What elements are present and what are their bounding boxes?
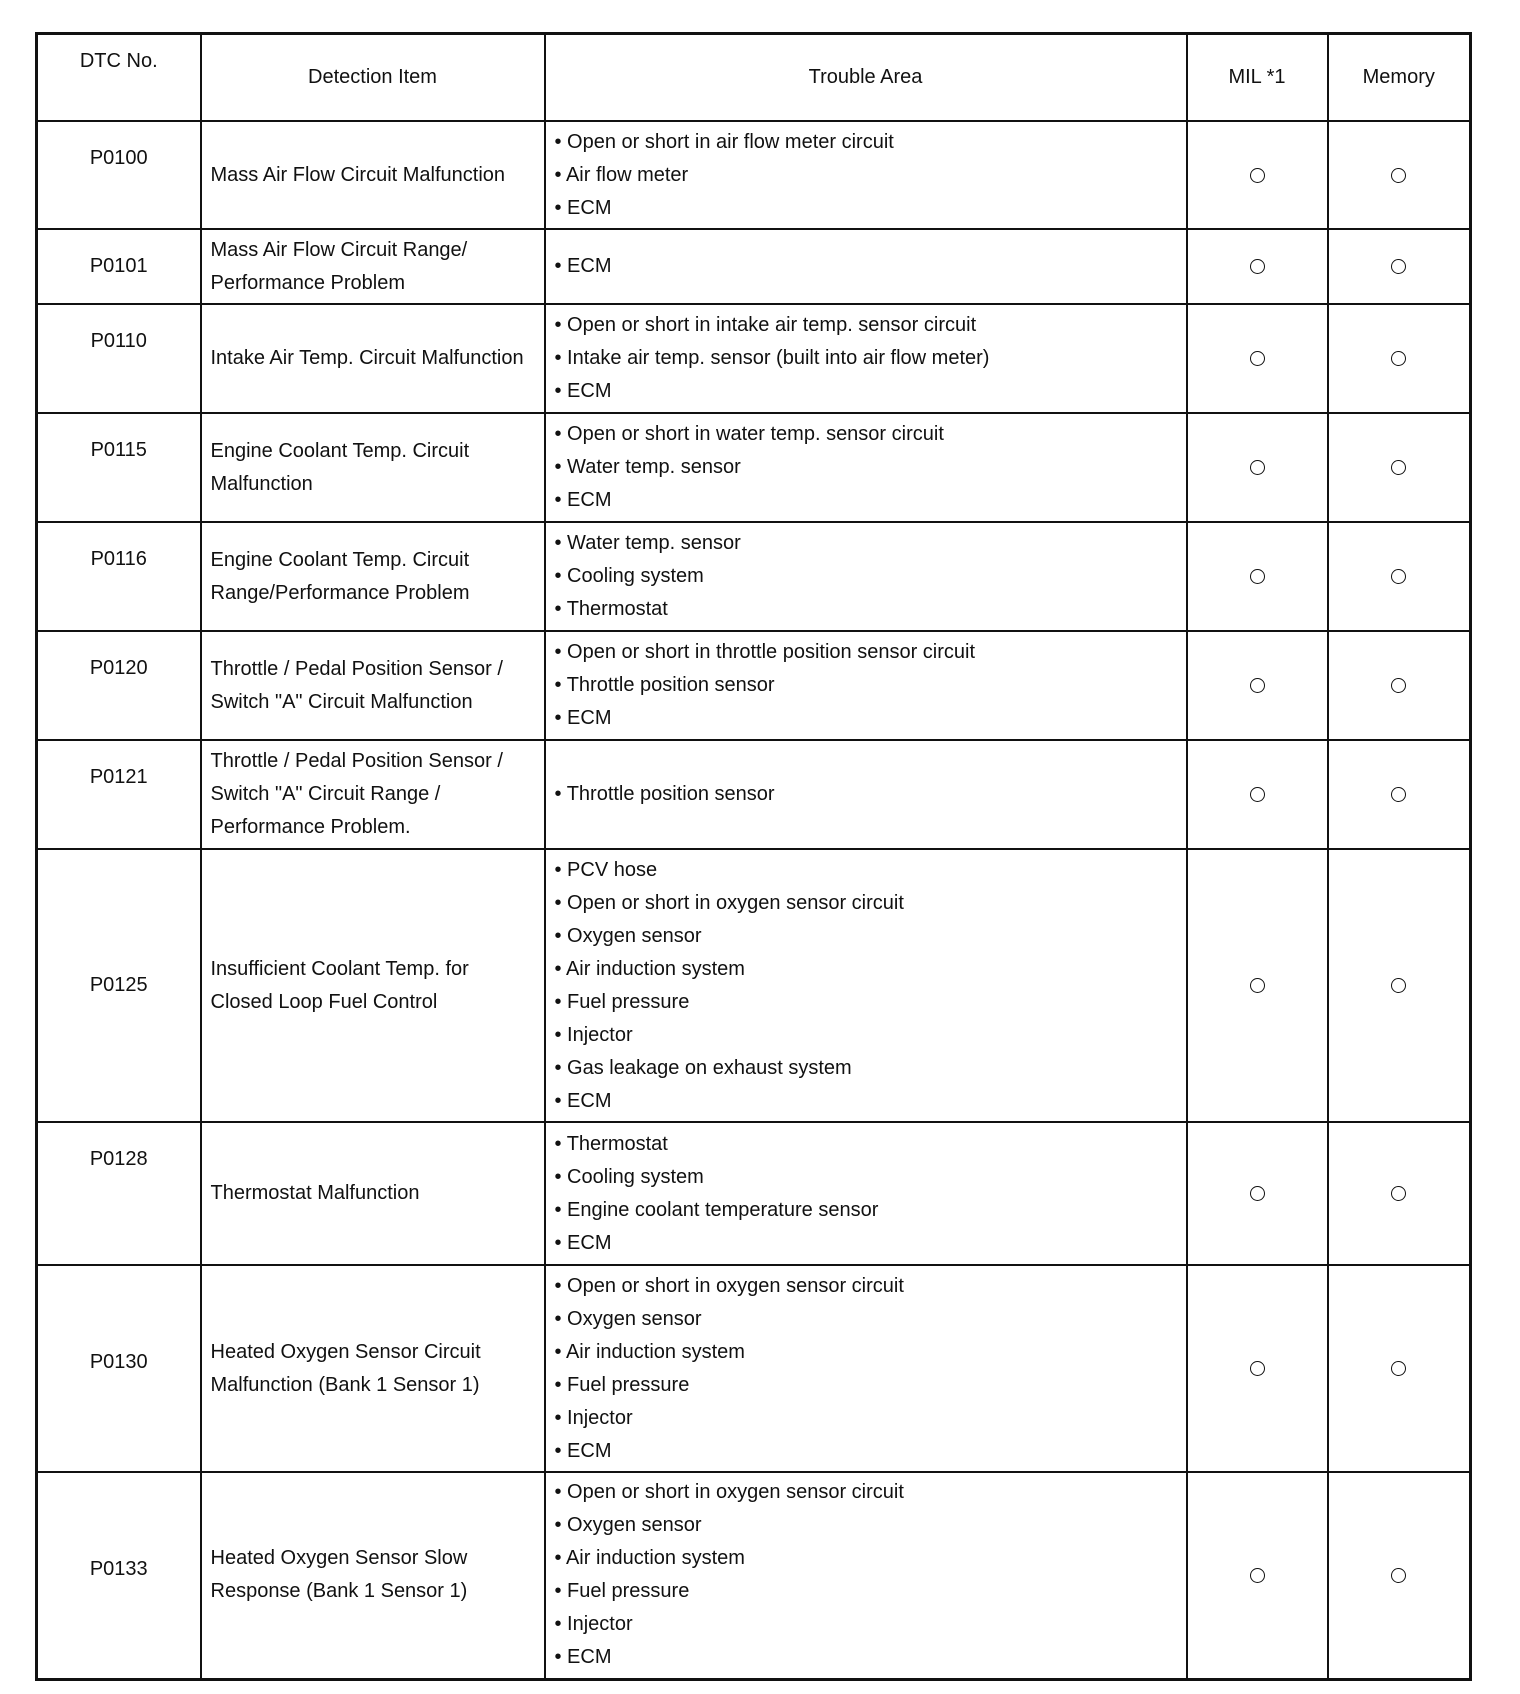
dtc-code: P0121 <box>37 740 201 849</box>
table-row <box>37 740 1471 849</box>
mil-mark-text <box>1265 1177 1266 1178</box>
dtc-code: P0101 <box>37 229 201 304</box>
dtc-code: P0110 <box>37 304 201 413</box>
table-body <box>37 121 1471 1679</box>
trouble-area <box>545 1122 1187 1265</box>
table-row <box>37 849 1471 1122</box>
mil-circle-mark <box>1250 678 1265 693</box>
trouble-area-line: • ECM <box>554 1231 612 1254</box>
memory-mark-text <box>1406 451 1407 452</box>
trouble-area-line: • ECM <box>554 196 612 219</box>
detection-item: Intake Air Temp. Circuit Malfunction <box>201 304 545 413</box>
mil-circle-mark <box>1250 569 1265 584</box>
table-row <box>37 121 1471 229</box>
trouble-area-line: • PCV hose <box>554 858 658 881</box>
header-detection-item: Detection Item <box>201 34 545 122</box>
memory-mark-text <box>1406 669 1407 670</box>
table-row <box>37 631 1471 740</box>
trouble-area-line: • Injector <box>554 1023 633 1046</box>
trouble-area-line: • Thermostat <box>554 598 668 620</box>
memory-circle-mark <box>1391 569 1406 584</box>
trouble-area <box>545 304 1187 413</box>
memory-circle-mark <box>1391 678 1406 693</box>
trouble-area-line: • Air induction system <box>554 1547 745 1570</box>
table-header <box>37 34 1471 122</box>
mil-circle-mark <box>1250 1361 1265 1376</box>
mil-cell <box>1187 631 1328 740</box>
trouble-area <box>545 121 1187 229</box>
trouble-area <box>545 1265 1187 1472</box>
trouble-area-line: • Fuel pressure <box>554 1580 690 1603</box>
mil-cell <box>1187 1122 1328 1265</box>
dtc-code: P0130 <box>37 1265 201 1472</box>
memory-cell <box>1328 413 1471 522</box>
mil-cell <box>1187 849 1328 1122</box>
dtc-code: P0133 <box>37 1472 201 1679</box>
table-row <box>37 229 1471 304</box>
trouble-area-line: • Oxygen sensor <box>554 924 702 947</box>
table-row <box>37 1122 1471 1265</box>
trouble-area <box>545 849 1187 1122</box>
memory-cell <box>1328 229 1471 304</box>
memory-cell <box>1328 121 1471 229</box>
memory-mark-text <box>1406 778 1407 779</box>
trouble-area-line: • Oxygen sensor <box>554 1307 702 1330</box>
mil-cell <box>1187 522 1328 631</box>
trouble-area-line: • ECM <box>554 1439 612 1462</box>
trouble-area-line: • ECM <box>554 380 612 402</box>
memory-cell <box>1328 740 1471 849</box>
mil-circle-mark <box>1250 259 1265 274</box>
header-memory: Memory <box>1328 34 1471 122</box>
trouble-area-line: • ECM <box>554 1646 612 1669</box>
trouble-area-line: • Open or short in air flow meter circuit <box>554 130 894 153</box>
memory-cell <box>1328 631 1471 740</box>
trouble-area-line: • Air induction system <box>554 957 745 980</box>
mil-mark-text <box>1265 560 1266 561</box>
mil-cell <box>1187 121 1328 229</box>
dtc-code: P0128 <box>37 1122 201 1265</box>
trouble-area <box>545 631 1187 740</box>
mil-circle-mark <box>1250 1568 1265 1583</box>
detection-item: Engine Coolant Temp. Circuit Malfunction <box>201 413 545 522</box>
detection-item: Throttle / Pedal Position Sensor / Switch "A" Circuit Malfunction <box>201 631 545 740</box>
mil-circle-mark <box>1250 1186 1265 1201</box>
table-row <box>37 413 1471 522</box>
memory-mark-text <box>1406 159 1407 160</box>
memory-mark-text <box>1406 342 1407 343</box>
mil-mark-text <box>1265 159 1266 160</box>
trouble-area-line: • Open or short in oxygen sensor circuit <box>554 1481 904 1504</box>
trouble-area <box>545 1472 1187 1679</box>
memory-cell <box>1328 849 1471 1122</box>
mil-mark-text <box>1265 669 1266 670</box>
memory-cell <box>1328 522 1471 631</box>
trouble-area-line: • Air flow meter <box>554 163 689 186</box>
mil-mark-text <box>1265 778 1266 779</box>
mil-circle-mark <box>1250 168 1265 183</box>
table-row <box>37 1472 1471 1679</box>
memory-circle-mark <box>1391 978 1406 993</box>
dtc-code: P0115 <box>37 413 201 522</box>
table-row <box>37 304 1471 413</box>
dtc-code: P0100 <box>37 121 201 229</box>
memory-cell <box>1328 1122 1471 1265</box>
detection-item: Heated Oxygen Sensor Circuit Malfunction (Bank 1 Sensor 1) <box>201 1265 545 1472</box>
trouble-area-line: • Fuel pressure <box>554 1373 690 1396</box>
detection-item: Thermostat Malfunction <box>201 1122 545 1265</box>
trouble-area-line: • Injector <box>554 1613 633 1636</box>
trouble-area-line: • Gas leakage on exhaust system <box>554 1056 852 1079</box>
trouble-area-line: • Cooling system <box>554 565 704 587</box>
trouble-area-line: • ECM <box>554 1089 612 1112</box>
trouble-area-line: • Thermostat <box>554 1132 668 1155</box>
trouble-area <box>545 229 1187 304</box>
mil-mark-text <box>1265 969 1266 970</box>
trouble-area-line: • Water temp. sensor <box>554 456 741 478</box>
memory-mark-text <box>1406 560 1407 561</box>
dtc-code: P0120 <box>37 631 201 740</box>
table-row <box>37 1265 1471 1472</box>
memory-circle-mark <box>1391 1361 1406 1376</box>
memory-mark-text <box>1406 969 1407 970</box>
trouble-area-line: • Open or short in oxygen sensor circuit <box>554 891 904 914</box>
memory-circle-mark <box>1391 168 1406 183</box>
detection-item: Heated Oxygen Sensor Slow Response (Bank 1 Sensor 1) <box>201 1472 545 1679</box>
table-row <box>37 522 1471 631</box>
trouble-area-line: • Air induction system <box>554 1340 745 1363</box>
memory-circle-mark <box>1391 259 1406 274</box>
trouble-area-line: • ECM <box>554 255 612 277</box>
mil-circle-mark <box>1250 351 1265 366</box>
trouble-area-line: • Injector <box>554 1406 633 1429</box>
trouble-area-line: • Open or short in water temp. sensor circuit <box>554 423 944 445</box>
trouble-area-line: • Fuel pressure <box>554 990 690 1013</box>
mil-mark-text <box>1265 1559 1266 1560</box>
mil-mark-text <box>1265 451 1266 452</box>
detection-item: Mass Air Flow Circuit Range/ Performance Problem <box>201 229 545 304</box>
memory-circle-mark <box>1391 351 1406 366</box>
memory-circle-mark <box>1391 1186 1406 1201</box>
header-dtc-no: DTC No. <box>37 34 201 122</box>
memory-cell <box>1328 1265 1471 1472</box>
mil-cell <box>1187 413 1328 522</box>
trouble-area-line: • ECM <box>554 489 612 511</box>
mil-circle-mark <box>1250 460 1265 475</box>
mil-circle-mark <box>1250 978 1265 993</box>
mil-mark-text <box>1265 250 1266 251</box>
memory-cell <box>1328 304 1471 413</box>
mil-mark-text <box>1265 1352 1266 1353</box>
trouble-area-line: • Open or short in throttle position sensor circuit <box>554 641 976 663</box>
header-mil: MIL *1 <box>1187 34 1328 122</box>
mil-circle-mark <box>1250 787 1265 802</box>
detection-item: Mass Air Flow Circuit Malfunction <box>201 121 545 229</box>
memory-circle-mark <box>1391 460 1406 475</box>
dtc-table <box>35 32 1472 1681</box>
mil-cell <box>1187 229 1328 304</box>
memory-cell <box>1328 1472 1471 1679</box>
mil-mark-text <box>1265 342 1266 343</box>
memory-circle-mark <box>1391 1568 1406 1583</box>
trouble-area-line: • Water temp. sensor <box>554 532 741 554</box>
memory-circle-mark <box>1391 787 1406 802</box>
trouble-area-line: • Open or short in intake air temp. sensor circuit <box>554 314 977 336</box>
trouble-area-line: • Engine coolant temperature sensor <box>554 1198 879 1221</box>
mil-cell <box>1187 740 1328 849</box>
trouble-area-line: • Throttle position sensor <box>554 674 775 696</box>
trouble-area <box>545 413 1187 522</box>
memory-mark-text <box>1406 1352 1407 1353</box>
memory-mark-text <box>1406 1177 1407 1178</box>
memory-mark-text <box>1406 1559 1407 1560</box>
dtc-code: P0116 <box>37 522 201 631</box>
trouble-area-line: • Oxygen sensor <box>554 1514 702 1537</box>
dtc-code: P0125 <box>37 849 201 1122</box>
detection-item: Insufficient Coolant Temp. for Closed Loop Fuel Control <box>201 849 545 1122</box>
detection-item: Engine Coolant Temp. Circuit Range/Performance Problem <box>201 522 545 631</box>
trouble-area-line: • ECM <box>554 707 612 729</box>
mil-cell <box>1187 1265 1328 1472</box>
mil-cell <box>1187 1472 1328 1679</box>
trouble-area <box>545 522 1187 631</box>
trouble-area-line: • Throttle position sensor <box>554 783 775 805</box>
trouble-area-line: • Open or short in oxygen sensor circuit <box>554 1274 904 1297</box>
trouble-area <box>545 740 1187 849</box>
memory-mark-text <box>1406 250 1407 251</box>
header-row <box>37 34 1471 122</box>
detection-item: Throttle / Pedal Position Sensor / Switch "A" Circuit Range / Performance Problem. <box>201 740 545 849</box>
header-trouble-area: Trouble Area <box>545 34 1187 122</box>
trouble-area-line: • Cooling system <box>554 1165 704 1188</box>
mil-cell <box>1187 304 1328 413</box>
trouble-area-line: • Intake air temp. sensor (built into air flow meter) <box>554 347 990 369</box>
